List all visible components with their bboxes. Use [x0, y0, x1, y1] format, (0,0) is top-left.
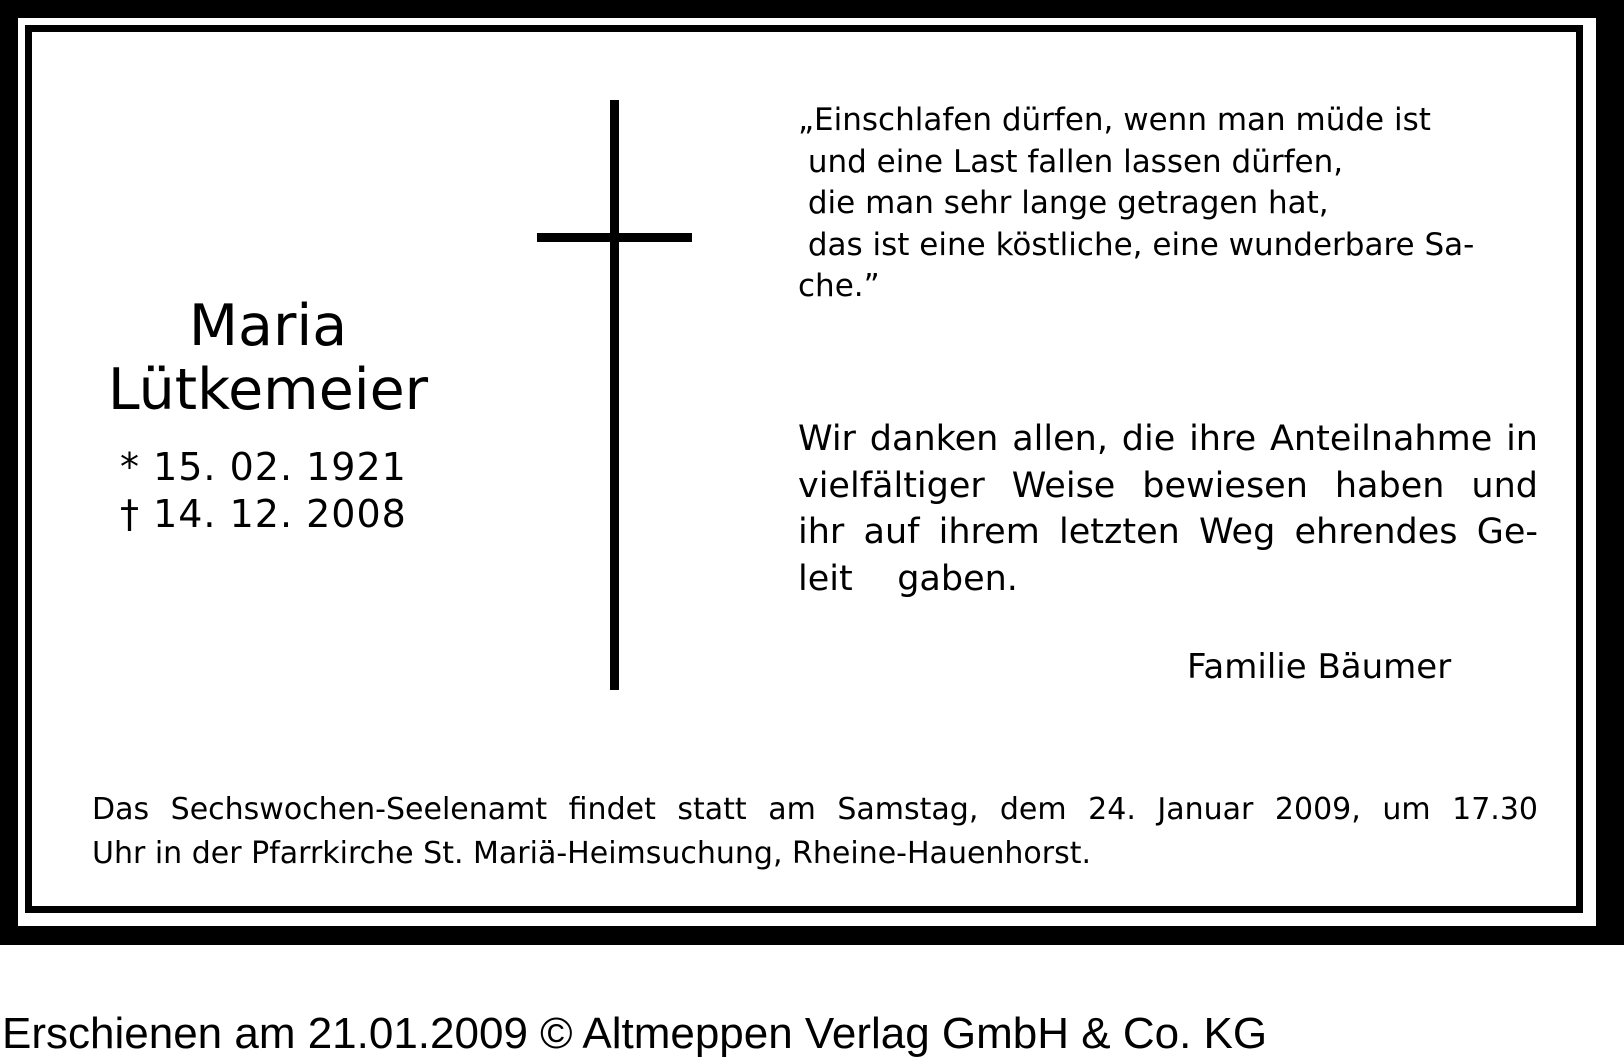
service-notice [92, 788, 1538, 876]
birth-date: * 15. 02. 1921 [120, 445, 407, 489]
quote-line: „Einschlafen dürfen, wenn man müde ist [798, 102, 1431, 138]
quote-line: und eine Last fallen lassen dürfen, [798, 143, 1344, 180]
thanks-line: Wir danken allen, die ihre Anteilnahme in [798, 419, 1538, 459]
death-date: † 14. 12. 2008 [120, 492, 407, 536]
deceased-first-name: Maria [188, 293, 348, 359]
obituary-notice [32, 32, 1576, 906]
deceased-last-name: Lütkemeier [107, 357, 429, 423]
memorial-quote [798, 100, 1474, 308]
thanks-line: leit gaben. [798, 558, 1018, 599]
deceased-name [88, 294, 448, 422]
quote-line: die man sehr lange getragen hat, [798, 185, 1329, 221]
life-dates [120, 444, 407, 538]
family-signature: Familie Bäumer [1187, 647, 1452, 687]
publication-footer: Erschienen am 21.01.2009 © Altmeppen Verlag GmbH & Co. KG [2, 1009, 1268, 1058]
cross-icon-crossbar [537, 233, 692, 242]
quote-line: das ist eine köstliche, eine wunderbare Sa- [798, 226, 1475, 263]
cross-icon [610, 100, 619, 690]
thanks-line: ihr auf ihrem letzten Weg ehrendes Ge- [798, 512, 1538, 552]
notice-line: Uhr in der Pfarrkirche St. Mariä-Heimsuchung, Rheine-Hauenhorst. [92, 836, 1092, 871]
thanks-message [798, 416, 1538, 602]
notice-line: Das Sechswochen-Seelenamt findet statt am Samstag, dem 24. Januar 2009, um 17.30 [92, 792, 1538, 827]
thanks-line: vielfältiger Weise bewiesen haben und [798, 465, 1538, 506]
quote-line: che.” [798, 268, 880, 304]
